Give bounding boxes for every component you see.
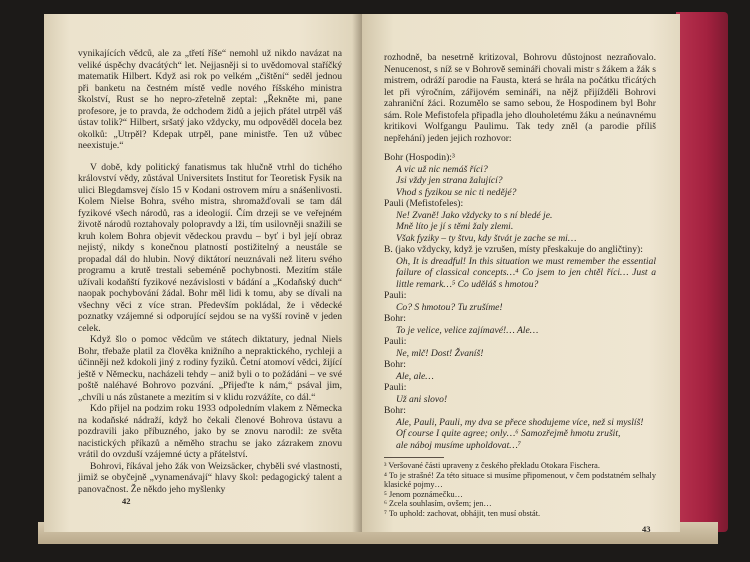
dialogue-line: Ale, ale…: [396, 370, 434, 382]
paragraph: vynikajících vědců, ale za „třetí říše“ nemohl už nikdo navázat na veliké úspěchy dvacátých“ let. Nejjasněji si to uvědomoval staříčký matematik Hilbert. Když asi rok po velkém „čištění“ seděl jednou při banketu na čestném místě vedle nového říšského ministra školství, Rust se ho nepro-zřetelně zeptal: „Řekněte mi, pane profesore, je to pravda, že odchodem židů a jejich přátel utrpěl váš ústav tolik?“ Hilbert, sršatý jako vždycky, mu odpověděl docela bez okolků: „Utrpěl? Kdepak utrpěl, pane ministře. Ten už vůbec neexistuje.“: [78, 48, 342, 151]
footnote-rule: [384, 457, 444, 458]
footnotes: [384, 461, 656, 519]
page-number: 42: [122, 496, 131, 506]
dialogue-line: Jsi vždy jen strana žalující?: [396, 175, 503, 186]
dialogue-line: Vhod s fyzikou se nic ti nedějé?: [396, 186, 517, 198]
dialogue-speaker: Bohr:: [384, 405, 406, 416]
dialogue-line: Of course I quite agree; only…⁶ Samozřejmě hmotu zrušit,: [396, 428, 621, 439]
dialogue-line: Ne! Zvaně! Jako vždycky to s ní bledé je.: [396, 209, 553, 221]
dialogue-speaker: Pauli (Mefistofeles):: [384, 198, 464, 209]
dialogue-line: Ale, Pauli, Pauli, my dva se přece shodujeme více, než si myslíš!: [396, 416, 644, 428]
dialogue-line: Oh, It is dreadful! In this situation we must remember the essential failure of classical concepts…⁴ Co jsem to jen chtěl říci… Just a little remark…⁵ Co uděláš s hmotou?: [396, 255, 656, 290]
book-page-edge-red: [676, 12, 728, 532]
paragraph: rozhodně, ba nesetrně kritizoval, Bohrovu důstojnost nezraňovalo. Nenucenost, s níž se v Bohrově semináři chovali mistr s žákem a žák s mistrem, odráží parodie na Fausta, která se hrála na počátku třicátých let při výročním, zářijovém semináři, na nějž přijížděli Bohrovi zahraniční žáci. Rozumělo se samo sebou, že Hospodinem byl Bohr sám. Role Mefistofela připadla jeho dlouholetému žáku a neúnavnému kritikovi Wolfgangu Paulimu. Tak tedy zněl (a parodie příliš nepřehání) jeden jejich rozhovor:: [384, 52, 656, 144]
dialogue-line: Co? S hmotou? Tu zrušíme!: [396, 301, 503, 313]
paragraph: Když šlo o pomoc vědcům ve státech diktatury, jednal Niels Bohr, třebaže platil za člověka knižního a nepraktického, rychleji a účinněji než kdokoli jiný z rodiny fyziků. Četní atomoví vědci, žijící ještě v Německu, nacházeli tehdy – aniž byli o to požádáni – ve své poště naléhavé Bohrovo pozvání. „Přijeďte k nám,“ psával jim, „chvíli u nás zůstanete a mezitím si v klidu rozvážíte, co dál.“: [78, 334, 342, 403]
dialogue-line: Mně líto je jí s těmi žaly zlemi.: [396, 221, 514, 232]
dialogue-line: Už ani slovo!: [396, 393, 448, 405]
dialogue-speaker: B. (jako vždycky, když je vzrušen, místy přeskakuje do angličtiny):: [384, 244, 643, 255]
dialogue-line: To je velice, velice zajímavé!… Ale…: [396, 324, 539, 336]
dialogue: [384, 152, 656, 451]
dialogue-speaker: Pauli:: [384, 290, 407, 301]
left-page: [44, 14, 362, 532]
dialogue-speaker: Pauli:: [384, 382, 407, 393]
dialogue-line: A vic už nic nemáš říci?: [396, 163, 488, 175]
dialogue-speaker: Pauli:: [384, 336, 407, 347]
dialogue-speaker: Bohr (Hospodin):³: [384, 152, 455, 163]
footnote: ³ Veršované části upraveny z českého překladu Otokara Fischera.: [384, 461, 600, 470]
footnote: ⁴ To je strašné! Za této situace si musíme připomenout, v čem podstatném selhaly klasické pojmy…: [384, 470, 656, 490]
paragraph: V době, kdy politický fanatismus tak hlučně vtrhl do tichého království vědy, zůstával Universitets Institut for Teoretisk Fysik na ulici Blegdamsvej číslo 15 v Kodani ostrovem míru a snášenlivosti. Kolem Nielse Bohra, svého mistra, shromažďovali se tam dál fyzikové všech národů, ras a ideologií. Čím drzeji se ve veřejném životě národů roztahovaly polopravdy a lži, tím usilovněji snažili se kruh kolem Bohra objevit vědeckou pravdu – byť i byl její obraz nejistý, nikdy s konečnou platností postižitelný a neustále se propadal dál do hlubin. Nový diktátorí neuznávali než literu svého programu a krutě trestali sebeméně pochybnosti. Mezitím stále užívali kodaňští fyzikové nezávislosti v bádání a „Kodaňský duch“ naopak pochybování žádal. Bohr měl lidi k tomu, aby se dívali na všechny věci z více stran. Především pokládal, že i vědecké poznatky vzájemné si odporující sejdou se na vyšší rovině v jeden celek.: [78, 161, 342, 334]
right-page-text: [384, 52, 656, 519]
left-page-text: [78, 48, 342, 495]
paragraph: Kdo přijel na podzim roku 1933 odpoledním vlakem z Německa na kodaňské nádraží, když ho čekali členové Bohrova ústavu a pozdravili jako příbuzného, jako by se znovu narodil: ze světa nacistických příkazů a něměho strachu se jako zázrakem znovu vrátil do ovzduší vzájemné úcty a přátelství.: [78, 403, 342, 460]
footnote: ⁷ To uphold: zachovat, obhájit, ten musí obstát.: [384, 508, 541, 518]
dialogue-speaker: Bohr:: [384, 359, 406, 370]
footnote: ⁶ Zcela souhlasím, ovšem; jen…: [384, 499, 492, 509]
paragraph: Bohrovi, říkával jeho žák von Weizsäcker, chyběli své vlastnosti, jimiž se obyčejně „vynamenávají“ hlavy škol: pedagogický talent a panovačnost. Že někdo jeho myšlenky: [78, 460, 342, 495]
dialogue-line: Ne, mlč! Dost! Žvaníš!: [396, 347, 484, 359]
dialogue-speaker: Bohr:: [384, 313, 406, 324]
footnote: ⁵ Jenom poznámečku…: [384, 489, 463, 499]
dialogue-line: ale náboj musíme upholdovat…⁷: [396, 439, 522, 451]
page-number: 43: [642, 524, 651, 532]
dialogue-line: Však fyziky – ty štvu, kdy štvát je zache se mi…: [396, 232, 577, 244]
right-page: [362, 14, 680, 532]
